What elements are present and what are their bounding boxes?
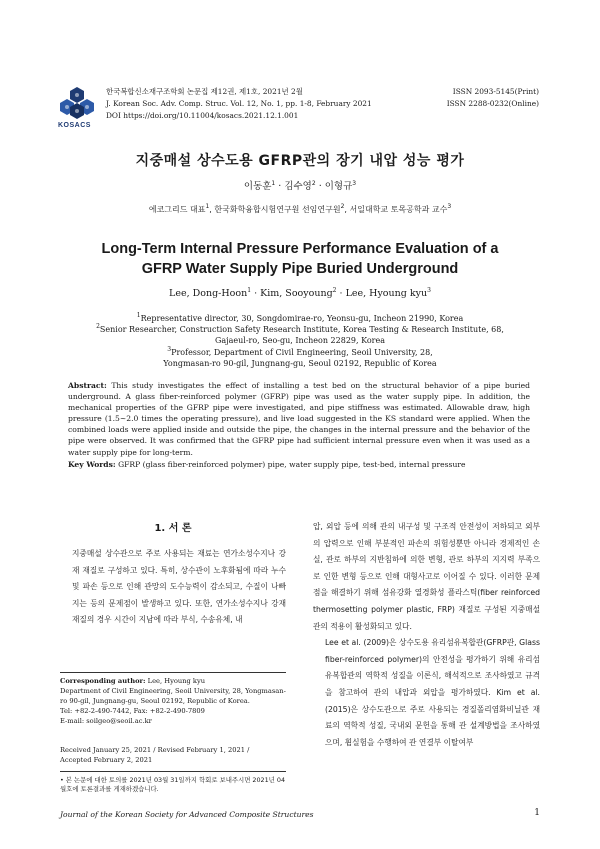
body-left-column [60,546,286,629]
received-line: Accepted February 2, 2021 [60,756,153,765]
journal-korean-name: 한국복합신소재구조학회 논문집 제12권, 제1호, 2021년 2월 [106,87,303,96]
issn-print: ISSN 2093-5145(Print) [452,87,539,96]
ko-author-name: 이동훈 [243,181,272,192]
body-paragraph: Lee et al. (2009)은 상수도용 유리섬유복합관(GFRP관, Glass fiber-reinforced polymer)의 안전성을 평가하기 위해 유리섬유복합관의 역학적 성질을 이론식, 해석적으로 조사하였고 규격을 참고하여 관의 내압과 외압을 평가하였다. Kim et al. (2015)은 상수도관으로 주로 사용되는 경질폴리염화비닐관 재료의 역학적 성질, 국내외 문헌을 통해 관 설계방법을 조사하였으며, 휨실험을 수행하여 관 연결부 이탈여부 [325,638,540,747]
en-author-sep: · [251,288,261,299]
en-author-sup: 3 [427,287,431,294]
en-affil-line [0,335,600,346]
english-title-line: Long-Term Internal Pressure Performance Evaluation of a [101,241,499,257]
discussion-note: • 본 논문에 대한 토의를 2021년 03월 31일까지 학회로 보내주시면 2021년 04월호에 토론결과를 게재하겠습니다. [60,771,286,795]
corresponding-author-box [60,672,286,726]
keywords-label: Key Words: [68,460,116,469]
en-affil-text: Representative director, 30, Songdomirae-ro, Yeonsu-gu, Incheon 21990, Korea [140,314,464,323]
ko-author-sup: 1 [271,180,276,187]
corr-label: Corresponding author: [60,677,146,685]
en-author-sep: · [336,288,346,299]
en-author-name: Lee, Dong-Hoon [169,288,248,299]
en-affil-text: Yongmasan-ro 90-gil, Jungnang-gu, Seoul 02192, Republic of Korea [163,358,437,368]
en-affil-line [0,313,600,324]
corr-email[interactable]: E-mail: soilgeo@seoil.ac.kr [60,717,152,726]
footer-journal-name: Journal of the Korean Society for Advanced Composite Structures [60,810,314,819]
hexagon-cluster-icon [58,86,96,120]
en-affil-text: Senior Researcher, Construction Safety Research Institute, Korea Testing & Research Institute, 68, [99,325,504,335]
journal-citation: J. Korean Soc. Adv. Comp. Struc. Vol. 12, No. 1, pp. 1-8, February 2021 [106,99,372,108]
ko-affil: 에코그리드 대표 [148,205,206,214]
ko-author-name: 이형규 [324,181,353,192]
en-author-name: Kim, Sooyoung [260,288,333,299]
ko-affil-sep: , [209,205,215,214]
corr-address: Department of Civil Engineering, Seoil University, 28, Yongmasan-ro 90-gil, Jungnang-gu, Seoul 02192, Republic of Korea. [60,687,286,706]
english-affiliations [0,313,600,369]
en-affil-text: Professor, Department of Civil Engineering, Seoil University, 28, [171,347,433,357]
en-affil-sup: 1 [136,312,141,319]
abstract-label: Abstract: [68,381,107,390]
ko-author-sep: · [315,181,325,192]
doi-link[interactable]: DOI https://doi.org/10.11004/kosacs.2021.12.1.001 [106,111,299,120]
ko-affil: 한국화학융합시험연구원 선임연구원 [214,205,341,214]
journal-logo-text: KOSACS [58,122,91,129]
en-affil-sup: 2 [96,323,100,331]
body-paragraph: 압, 외압 등에 의해 관의 내구성 및 구조적 안전성이 저하되고 외부의 압력으로 인해 부분적인 파손의 위험성뿐만 아니라 경제적인 손실, 관로 하부의 지반침하에 의한 변형, 관로 하부의 지지력 부족으로 인한 변형 등으로 인해 대형사고로 이어질 수 있다. 이러한 문제점을 해결하기 위해 섬유강화 열경화성 플라스틱(fiber reinforced thermosetting polymer plastic, FRP) 재질로 구성된 지중매설관의 적용이 활성화되고 있다. [313,522,540,631]
abstract [68,380,530,458]
issn-online: ISSN 2288-0232(Online) [446,99,539,108]
english-title-line: GFRP Water Supply Pipe Buried Underground [141,261,459,277]
korean-affiliations [0,204,600,215]
ko-author-sup: 3 [352,180,357,187]
section-heading: 1. 서 론 [154,523,192,534]
header-issn [447,86,539,110]
ko-author-sup: 2 [311,180,316,187]
en-affil-line [0,324,600,335]
abstract-text: This study investigates the effect of installing a test bed on the structural behavior of a pipe buried underground. A glass fiber-reinforced polymer (GFRP) pipe was used as the water supply pipe. In addition, the mechanical properties of the GFRP pipe were investigated, and pipe stiffness was estimated. Allowable draw, high pressure (1.5~2.0 times the operating pressure), and live load suggested in the KS standard were applied. When the combined loads were applied inside and outside the pipe, the changes in the internal pressure and the behavior of the pipe were observed. It was confirmed that the GFRP pipe had sufficient internal pressure even when it was used as a water supply pipe for long-term. [68,381,530,457]
ko-affil-sup: 3 [447,203,452,210]
keywords [68,460,530,469]
ko-affil-sep: , [344,205,350,214]
korean-authors [0,178,600,192]
en-author-name: Lee, Hyoung kyu [345,288,428,299]
ko-affil-sup: 1 [205,203,210,210]
body-right-column [313,519,540,751]
en-affil-sup: 3 [167,345,172,353]
keywords-text: GFRP (glass fiber-reinforced polymer) pipe, water supply pipe, test-bed, internal pressure [115,460,466,469]
en-affil-text: Gajaeul-ro, Seo-gu, Incheon 22829, Korea [214,336,385,346]
ko-affil-sup: 2 [340,203,345,210]
korean-title: 지중매설 상수도용 GFRP관의 장기 내압 성능 평가 [135,153,465,169]
page-number: 1 [534,808,540,818]
received-dates [60,745,286,765]
en-affil-line [0,347,600,358]
corr-tel: Tel: +82-2-490-7442, Fax: +82-2-490-7809 [60,707,205,716]
en-affil-line [0,358,600,369]
corr-name: Lee, Hyoung kyu [145,677,206,685]
ko-affil: 서일대학교 토목공학과 교수 [349,205,448,214]
en-author-sup: 2 [332,287,337,294]
ko-author-name: 김수영 [284,181,312,192]
corr-head-line [60,676,286,686]
ko-author-sep: · [275,181,285,192]
english-authors [0,288,600,299]
received-line: Received January 25, 2021 / Revised February 1, 2021 / [60,746,250,754]
english-title [0,239,600,279]
header-citation [106,86,372,122]
en-author-sup: 1 [247,287,252,294]
body-paragraph: 지중매설 상수관으로 주로 사용되는 재료는 연가소성수지나 강재 재질로 구성하고 있다. 특히, 상수관이 노후화됨에 따라 누수 및 파손 등으로 인해 관망의 도수능력이 감소되고, 수질이 나빠지는 등의 문제점이 발생하고 있다. 또한, 연가소성수지나 강재 재질의 경우 시간이 지남에 따라 부식, 수송유체, 내 [72,549,286,625]
